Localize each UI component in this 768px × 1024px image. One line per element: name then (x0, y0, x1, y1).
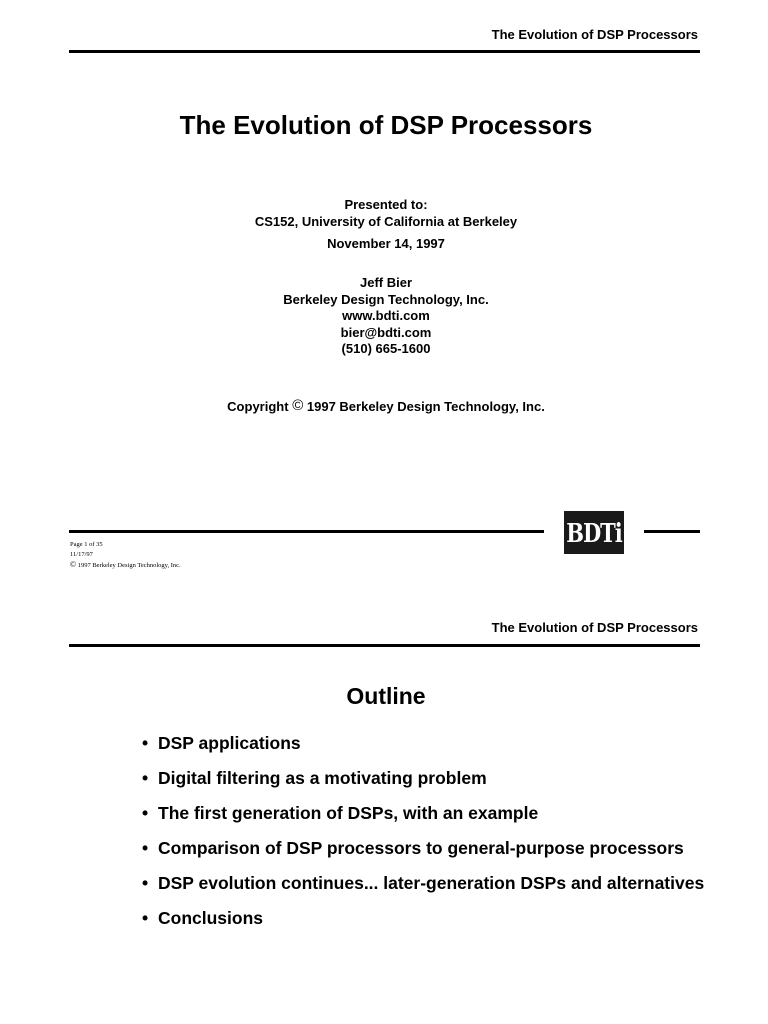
bullet-text: DSP evolution continues... later-generation DSPs and alternatives (158, 873, 705, 893)
bullet-text: Digital filtering as a motivating problem (158, 768, 487, 788)
slide1-title: The Evolution of DSP Processors (179, 110, 593, 140)
bdti-logo (564, 511, 624, 554)
presenter-website: www.bdti.com (342, 308, 430, 323)
bullet-dot: • (142, 733, 149, 753)
outline-title: Outline (346, 683, 426, 709)
footer-copyright-symbol: © (70, 560, 77, 569)
bdti-logo-text: BDTi (566, 516, 622, 549)
copyright-symbol: © (292, 397, 304, 414)
presented-to-block (0, 197, 768, 230)
list-item (142, 838, 704, 873)
list-item (142, 873, 704, 908)
slide1-footer-rule-left (69, 530, 544, 533)
bullet-dot: • (142, 768, 149, 788)
slide2-running-header: The Evolution of DSP Processors (491, 620, 698, 635)
presenter-block (0, 275, 768, 358)
presenter-name: Jeff Bier (359, 275, 413, 290)
list-item (142, 803, 704, 838)
bullet-dot: • (142, 803, 149, 823)
bullet-dot: • (142, 838, 149, 858)
list-item (142, 908, 704, 943)
footer-copyright-text: 1997 Berkeley Design Technology, Inc. (77, 562, 181, 569)
presenter-company: Berkeley Design Technology, Inc. (283, 291, 489, 307)
list-item (142, 733, 704, 768)
slide2-header-rule (69, 644, 700, 647)
footer-copyright (70, 560, 181, 571)
presenter-email: bier@bdti.com (340, 324, 432, 340)
outline-bullet-list (142, 733, 704, 943)
bullet-text: The first generation of DSPs, with an example (158, 803, 539, 823)
bullet-text: DSP applications (158, 733, 301, 753)
slide1-footer-rule-right (644, 530, 700, 533)
presentation-date: November 14, 1997 (327, 236, 445, 251)
presenter-phone: (510) 665-1600 (341, 341, 431, 356)
bullet-text: Comparison of DSP processors to general-purpose processors (158, 838, 684, 858)
bullet-dot: • (142, 873, 149, 893)
bullet-dot: • (142, 908, 149, 928)
page-number: Page 1 of 35 (70, 541, 103, 548)
copyright-line (0, 397, 768, 414)
slide1-running-header: The Evolution of DSP Processors (491, 27, 698, 42)
slide1-footer-meta (70, 540, 181, 571)
bullet-text: Conclusions (158, 908, 264, 928)
footer-date: 11/17/97 (70, 551, 93, 558)
slide1-header-rule (69, 50, 700, 53)
presented-to-label: Presented to: (344, 197, 428, 212)
copyright-text: 1997 Berkeley Design Technology, Inc. (306, 399, 545, 414)
presented-to-venue: CS152, University of California at Berkeley (254, 213, 518, 229)
copyright-prefix: Copyright (227, 399, 289, 414)
list-item (142, 768, 704, 803)
